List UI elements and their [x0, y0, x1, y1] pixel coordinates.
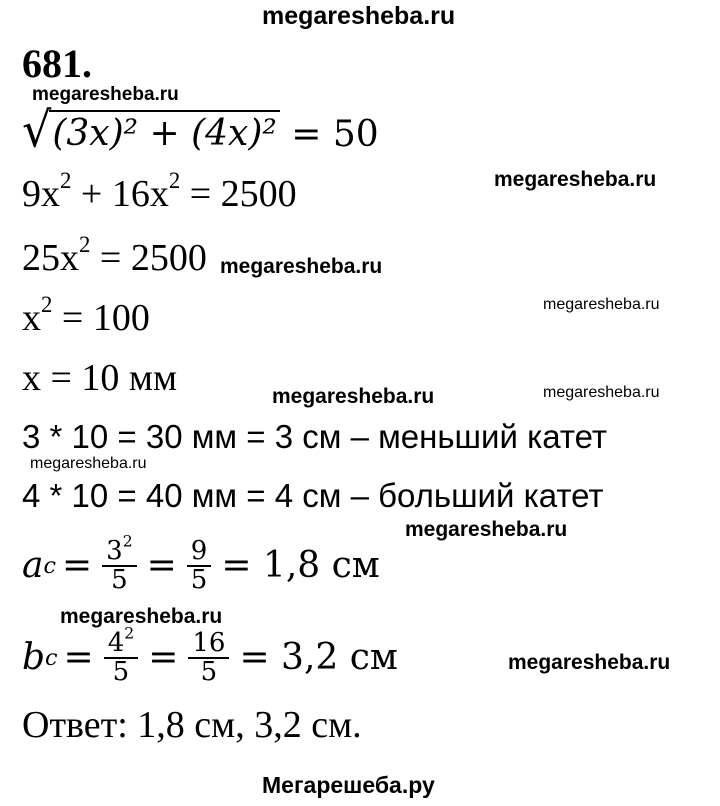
- fraction: [104, 624, 138, 688]
- term: 25x: [22, 237, 79, 279]
- radicand: (3x)² + (4x)²: [49, 110, 280, 156]
- term: 9x: [22, 173, 60, 215]
- equation-line-3: [22, 231, 207, 280]
- exponent: 2: [79, 231, 91, 257]
- watermark-top: megaresheba.ru: [262, 2, 456, 30]
- watermark: megaresheba.ru: [32, 84, 179, 105]
- watermark: megaresheba.ru: [60, 605, 223, 628]
- equation-line-7: 4 * 10 = 40 мм = 4 см – больший катет: [22, 477, 604, 514]
- equation-line-5: x = 10 мм: [22, 357, 178, 399]
- exponent: 2: [60, 167, 72, 193]
- equation-line-1: [22, 101, 379, 159]
- answer-line: Ответ: 1,8 см, 3,2 см.: [22, 704, 362, 746]
- watermark-footer: Мегарешеба.ру: [262, 772, 435, 798]
- term: + 16x: [71, 173, 169, 215]
- fraction-numerator: 9: [187, 538, 212, 567]
- variable: b: [22, 637, 46, 679]
- exponent: 2: [41, 291, 53, 317]
- fraction: [102, 532, 136, 596]
- exponent: 2: [168, 167, 181, 193]
- watermark: megaresheba.ru: [543, 384, 660, 401]
- term: = 2500: [90, 237, 207, 279]
- equals-sign: =: [146, 545, 177, 587]
- watermark: megaresheba.ru: [405, 518, 568, 541]
- equation-line-2: [22, 167, 297, 216]
- exponent: 2: [122, 532, 133, 551]
- fraction: [188, 630, 229, 687]
- equation-rhs: = 50: [291, 114, 379, 155]
- result: = 1,8 см: [221, 545, 380, 587]
- watermark: megaresheba.ru: [543, 296, 660, 313]
- subscript: c: [45, 645, 58, 672]
- sqrt-expression: [22, 101, 280, 159]
- equals-sign: =: [63, 637, 94, 679]
- watermark: megaresheba.ru: [508, 651, 671, 674]
- fraction-numerator: 16: [188, 630, 229, 659]
- term: = 2500: [180, 173, 297, 215]
- variable: a: [22, 545, 44, 587]
- fraction-numerator: [102, 532, 136, 567]
- fraction-denominator: 5: [190, 565, 208, 596]
- result: = 3,2 см: [239, 637, 398, 679]
- watermark: megaresheba.ru: [220, 255, 383, 278]
- equation-line-9: [22, 624, 398, 688]
- watermark: megaresheba.ru: [272, 385, 435, 408]
- equals-sign: =: [61, 545, 93, 587]
- numerator-base: 4: [107, 628, 125, 658]
- term: = 100: [52, 297, 150, 339]
- exponent: 2: [124, 624, 135, 643]
- equals-sign: =: [148, 637, 179, 679]
- equation-line-8: [22, 532, 380, 596]
- term: x: [22, 297, 41, 339]
- numerator-base: 3: [106, 536, 123, 566]
- fraction: [187, 538, 212, 595]
- watermark: megaresheba.ru: [494, 168, 657, 191]
- watermark: megaresheba.ru: [30, 455, 147, 472]
- fraction-denominator: 5: [112, 657, 130, 688]
- fraction-denominator: 5: [200, 657, 218, 688]
- fraction-numerator: [104, 624, 138, 659]
- fraction-denominator: 5: [111, 565, 128, 596]
- subscript: c: [43, 553, 56, 580]
- equation-line-4: [22, 291, 150, 340]
- equation-line-6: 3 * 10 = 30 мм = 3 см – меньший катет: [22, 418, 607, 455]
- radical-sign-icon: √: [22, 101, 52, 159]
- problem-number: 681.: [22, 41, 92, 86]
